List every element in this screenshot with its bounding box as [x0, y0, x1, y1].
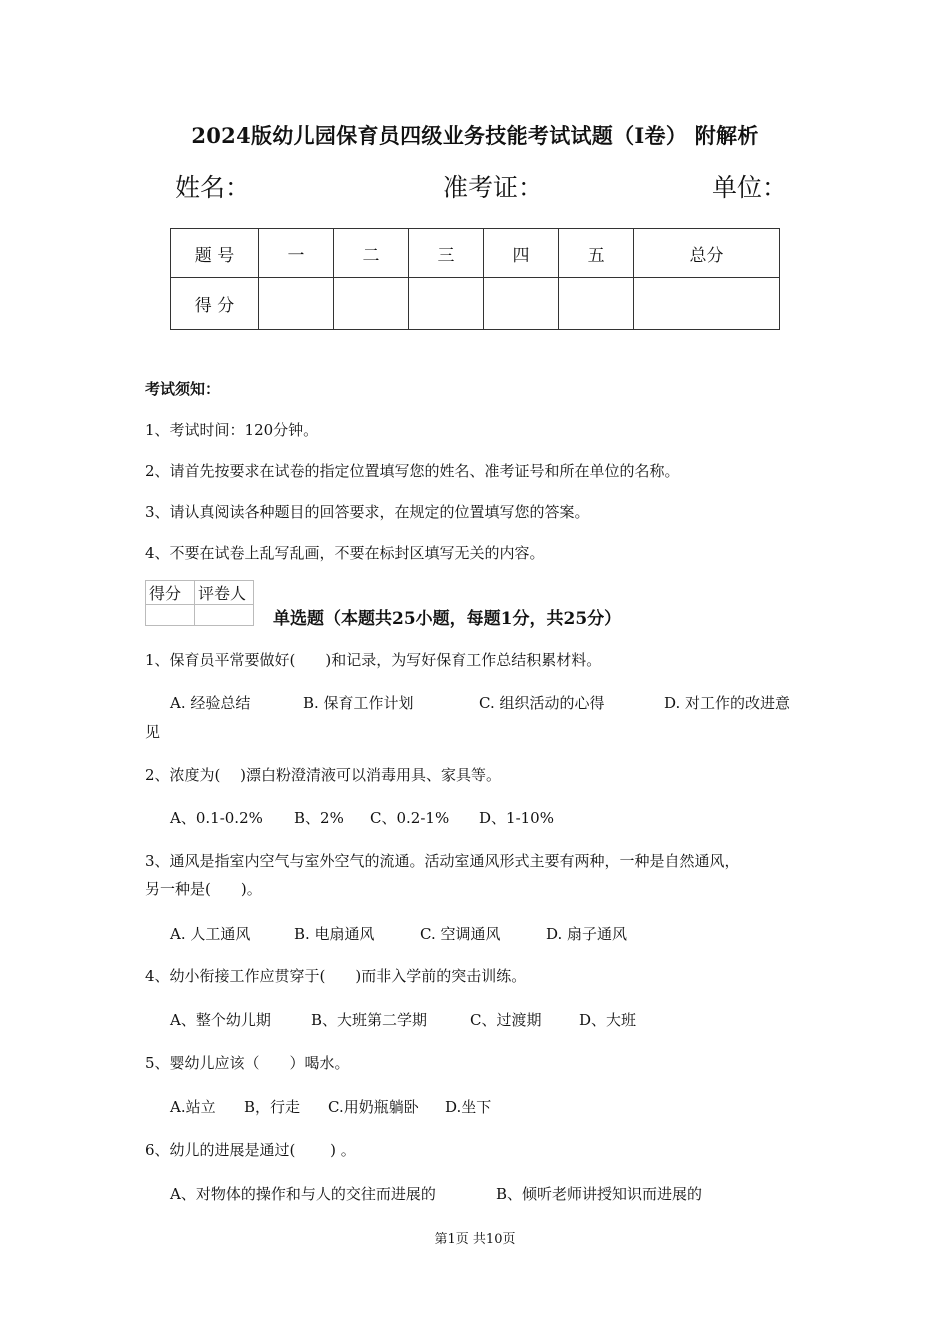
- question-option: D、1-10%: [479, 809, 554, 827]
- grader-reviewer-label: 评卷人: [195, 581, 254, 605]
- question-option: A.站立: [170, 1098, 216, 1116]
- question-option: C. 空调通风: [420, 925, 501, 943]
- question-stem-cont: 另一种是( )。: [145, 880, 262, 898]
- question-option: D、大班: [579, 1011, 637, 1029]
- unit-field-label: 单位：: [712, 173, 788, 202]
- score-cell[interactable]: [484, 278, 559, 330]
- score-table-header-cell: 题 号: [171, 229, 259, 278]
- question-option: A. 经验总结: [170, 694, 251, 712]
- question-option: A. 人工通风: [170, 925, 251, 943]
- grader-score-label: 得分: [146, 581, 195, 605]
- question-option: A、对物体的操作和与人的交往而进展的: [170, 1185, 436, 1203]
- score-row-label: 得 分: [171, 278, 259, 330]
- question-option: B、大班第二学期: [311, 1011, 428, 1029]
- score-cell[interactable]: [259, 278, 334, 330]
- question-stem: 4、幼小衔接工作应贯穿于( )而非入学前的突击训练。: [145, 967, 527, 985]
- score-table-score-row: [171, 278, 780, 330]
- question-option-wrap: 见: [145, 723, 161, 741]
- score-table-header-cell: 二: [334, 229, 409, 278]
- question-stem: 2、浓度为( )漂白粉澄清液可以消毒用具、家具等。: [145, 766, 502, 784]
- score-table-header-cell: 三: [409, 229, 484, 278]
- question-option: C、过渡期: [470, 1011, 542, 1029]
- question-option: D. 扇子通风: [546, 925, 628, 943]
- score-table-header-row: [171, 229, 780, 278]
- section-title: 单选题（本题共25小题，每题1分，共25分）: [273, 609, 622, 629]
- grader-box: [145, 580, 254, 626]
- score-table: [170, 228, 780, 330]
- question-stem: 3、通风是指室内空气与室外空气的流通。活动室通风形式主要有两种，一种是自然通风，: [145, 852, 740, 870]
- question-option: B、倾听老师讲授知识而进展的: [496, 1185, 703, 1203]
- name-field-label: 姓名：: [175, 173, 251, 202]
- score-table-header-cell: 一: [259, 229, 334, 278]
- question-option: C、0.2-1%: [370, 809, 450, 827]
- question-stem: 1、保育员平常要做好( )和记录，为写好保育工作总结积累材料。: [145, 651, 602, 669]
- question-stem: 5、婴幼儿应该（ ）喝水。: [145, 1054, 350, 1072]
- score-table-header-cell: 四: [484, 229, 559, 278]
- score-table-header-cell: 总分: [634, 229, 780, 278]
- score-cell[interactable]: [334, 278, 409, 330]
- grader-reviewer-cell[interactable]: [195, 605, 254, 626]
- question-stem: 6、幼儿的进展是通过( ) 。: [145, 1141, 356, 1159]
- notice-heading: 考试须知：: [145, 380, 221, 398]
- notice-item: 2、请首先按要求在试卷的指定位置填写您的姓名、准考证号和所在单位的名称。: [145, 462, 680, 480]
- question-option: B，行走: [244, 1098, 301, 1116]
- score-cell[interactable]: [409, 278, 484, 330]
- question-option: D.坐下: [445, 1098, 492, 1116]
- score-table-header-cell: 五: [559, 229, 634, 278]
- notice-item: 4、不要在试卷上乱写乱画，不要在标封区填写无关的内容。: [145, 544, 545, 562]
- question-option: A、整个幼儿期: [170, 1011, 271, 1029]
- question-option: B、2%: [294, 809, 344, 827]
- notice-item: 3、请认真阅读各种题目的回答要求，在规定的位置填写您的答案。: [145, 503, 590, 521]
- question-option: C. 组织活动的心得: [479, 694, 605, 712]
- page-footer: 第1页 共10页: [434, 1232, 516, 1247]
- score-cell[interactable]: [559, 278, 634, 330]
- question-option: A、0.1-0.2%: [170, 809, 263, 827]
- notice-item: 1、考试时间：120分钟。: [145, 421, 319, 439]
- score-cell[interactable]: [634, 278, 780, 330]
- question-option: C.用奶瓶躺卧: [328, 1098, 419, 1116]
- question-option: D. 对工作的改进意: [664, 694, 791, 712]
- question-option: B. 电扇通风: [294, 925, 375, 943]
- question-option: B. 保育工作计划: [303, 694, 414, 712]
- exam-number-field-label: 准考证：: [443, 173, 544, 202]
- grader-score-cell[interactable]: [146, 605, 195, 626]
- document-title: 2024版幼儿园保育员四级业务技能考试试题（I卷） 附解析: [191, 123, 759, 148]
